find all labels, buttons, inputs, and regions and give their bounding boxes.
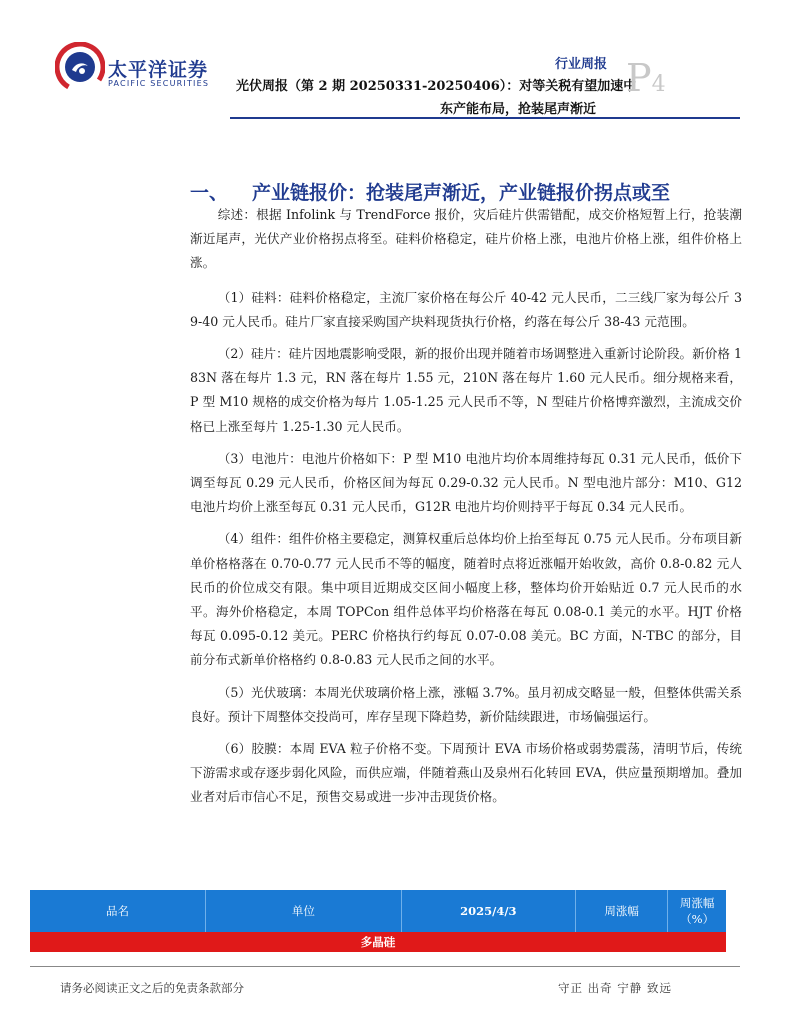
column-header-product: 品名 bbox=[30, 890, 206, 932]
report-header bbox=[0, 0, 791, 120]
column-header-weekly-change-pct: 周涨幅 （%） bbox=[679, 896, 715, 926]
column-header-weekly-change: 周涨幅 bbox=[576, 890, 668, 932]
paragraph-module: （4）组件：组件价格主要稳定，测算权重后总体均价上抬至每瓦 0.75 元人民币。分布项目新单价格格落在 0.70-0.77 元人民币不等的幅度，随着时点将近涨幅开始收敛，高价 0.8-0.82 元人民币的价位成交有限。集中项目近期成交区间小幅度上移，整体均价开始贴近 0.7 元人民币的水平。海外价格稳定，本周 TOPCon 组件总体平均价格落在每瓦 0.08-0.1 美元的水平。HJT 价格每瓦 0.095-0.12 美元。PERC 价格执行约每瓦 0.07-0.08 美元。BC 方面，N-TBC 的部分，目前分布式新单价格格约 0.8-0.83 元人民币之间的水平。 bbox=[190, 531, 742, 668]
report-title-line-2: 东产能布局，抢装尾声渐近 bbox=[440, 102, 597, 117]
section-title-text: 产业链报价：抢装尾声渐近，产业链报价拐点或至 bbox=[252, 182, 671, 204]
logo-text-cn: 太平洋证券 bbox=[108, 59, 209, 81]
table-header-row bbox=[30, 890, 726, 932]
section-number: 一、 bbox=[190, 182, 229, 204]
paragraph-polysilicon: （1）硅料：硅料价格稳定，主流厂家价格在每公斤 40-42 元人民币，二三线厂家为每公斤 39-40 元人民币。硅片厂家直接采购国产块料现货执行价格，约落在每公斤 38-43 元范围。 bbox=[190, 289, 742, 329]
page-number bbox=[626, 56, 666, 100]
column-header-unit: 单位 bbox=[206, 890, 402, 932]
footer-motto: 守正 出奇 宁静 致远 bbox=[558, 981, 672, 995]
footer-disclaimer: 请务必阅读正文之后的免责条款部分 bbox=[60, 981, 244, 995]
paragraph-film: （6）胶膜：本周 EVA 粒子价格不变。下周预计 EVA 市场价格或弱势震荡，清明节后，传统下游需求或存逐步弱化风险，而供应端，伴随着燕山及泉州石化转回 EVA，供应量预期增加。叠加业者对后市信心不足，预售交易或进一步冲击现货价格。 bbox=[190, 741, 742, 805]
report-title-line-1: 光伏周报（第 2 期 20250331-20250406）：对等关税有望加速中 bbox=[236, 79, 637, 94]
page-prefix: P bbox=[626, 56, 652, 100]
page-number-value: 4 bbox=[651, 72, 666, 97]
header-divider bbox=[230, 117, 740, 119]
logo-text-en: PACIFIC SECURITIES bbox=[108, 79, 210, 88]
price-table bbox=[30, 890, 726, 952]
column-header-date: 2025/4/3 bbox=[402, 890, 576, 932]
footer-divider bbox=[30, 966, 740, 967]
report-type-label: 行业周报 bbox=[555, 57, 608, 72]
paragraph-summary: 综述：根据 Infolink 与 TrendForce 报价，灾后硅片供需错配，成交价格短暂上行，抢装潮渐近尾声，光伏产业价格拐点将至。硅料价格稳定，硅片价格上涨，电池片价格上涨，组件价格上涨。 bbox=[190, 207, 742, 271]
paragraph-cell: （3）电池片：电池片价格如下：P 型 M10 电池片均价本周维持每瓦 0.31 元人民币，低价下调至每瓦 0.29 元人民币，价格区间为每瓦 0.29-0.32 元人民币。N 型电池片部分：M10、G12 电池片均价上涨至每瓦 0.31 元人民币，G12R 电池片均价则持平于每瓦 0.34 元人民币。 bbox=[190, 450, 742, 515]
report-body bbox=[190, 203, 742, 818]
paragraph-wafer: （2）硅片：硅片因地震影响受限，新的报价出现并随着市场调整进入重新讨论阶段。新价格 183N 落在每片 1.3 元，RN 落在每片 1.55 元，210N 落在每片 1.60 元人民币。细分规格来看，P 型 M10 规格的成交价格为每片 1.05-1.25 元人民币不等，N 型硅片价格博弈激烈，主流成交价格已上涨至每片 1.25-1.30 元人民币。 bbox=[190, 346, 742, 434]
paragraph-glass: （5）光伏玻璃：本周光伏玻璃价格上涨，涨幅 3.7%。虽月初成交略显一般，但整体供需关系良好。预计下周整体交投尚可，库存呈现下降趋势，新价陆续跟进，市场偏强运行。 bbox=[190, 684, 742, 724]
section-heading bbox=[190, 178, 670, 205]
table-category-row: 多晶硅 bbox=[30, 932, 726, 952]
pacific-securities-logo-icon bbox=[55, 42, 105, 92]
